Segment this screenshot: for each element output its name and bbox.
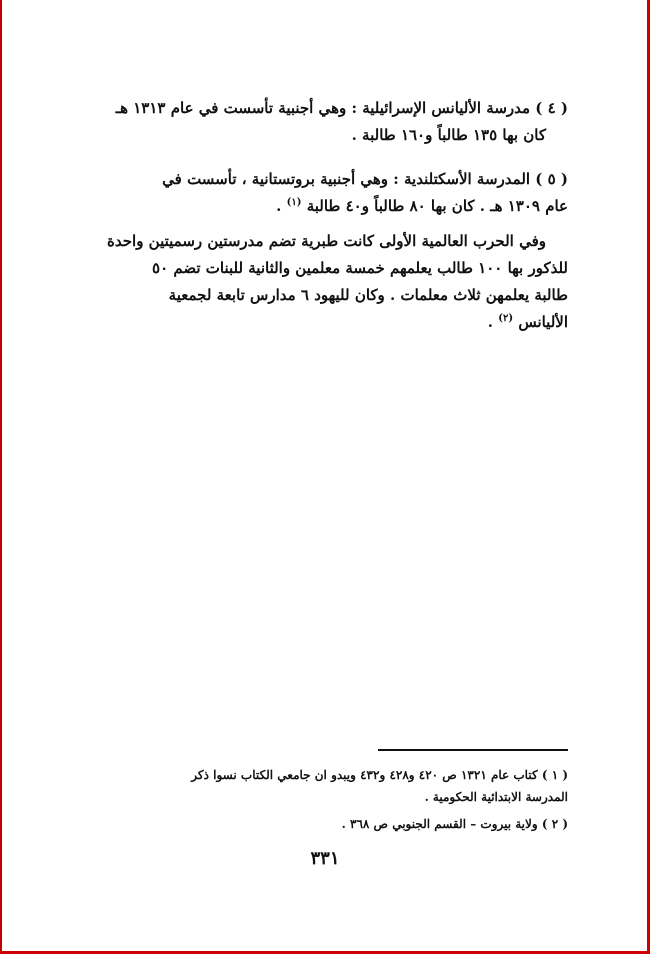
page-number: ٣٣١ bbox=[310, 848, 340, 869]
footnote-line: المدرسة الابتدائية الحكومية . bbox=[424, 790, 568, 804]
paragraph-alliance-school bbox=[96, 95, 568, 149]
paragraph-scottish-school bbox=[96, 166, 568, 220]
paragraph-ww1-schools bbox=[96, 228, 568, 336]
text-line-end: . bbox=[276, 197, 287, 215]
text-line-body: عام ١٣٠٩ هـ . كان بها ٨٠ طالباً و٤٠ طالبة bbox=[306, 197, 568, 215]
footnote-separator bbox=[378, 749, 568, 751]
text-line: للذكور بها ١٠٠ طالب يعلمهم خمسة معلمين والثانية للبنات تضم ٥٠ bbox=[152, 259, 568, 277]
text-line bbox=[96, 309, 568, 336]
footnote-line: ( ١ ) كتاب عام ١٣٢١ ص ٤٢٠ و٤٢٨ و٤٣٢ ويبدو ان جامعي الكتاب نسوا ذكر bbox=[191, 768, 568, 782]
footnote-ref-2[interactable]: (٢) bbox=[498, 313, 514, 324]
footnote-ref-1[interactable]: (١) bbox=[286, 197, 302, 208]
text-line: وفي الحرب العالمية الأولى كانت طبرية تضم مدرستين رسميتين واحدة bbox=[107, 232, 546, 250]
text-line: طالبة يعلمهن ثلاث معلمات . وكان لليهود ٦ مدارس تابعة لجمعية bbox=[168, 286, 568, 304]
footnote-1 bbox=[90, 764, 568, 808]
footnote-line: ( ٢ ) ولاية بيروت – القسم الجنوبي ص ٣٦٨ . bbox=[341, 817, 568, 831]
text-line-body: الأليانس bbox=[518, 313, 568, 331]
text-line: كان بها ١٣٥ طالباً و١٦٠ طالبة . bbox=[351, 126, 546, 144]
page-frame-left bbox=[0, 0, 2, 954]
text-line: ( ٥ ) المدرسة الأسكتلندية : وهي أجنبية بروتستانية ، تأسست في bbox=[162, 170, 568, 188]
footnote-2 bbox=[90, 813, 568, 835]
text-line: ( ٤ ) مدرسة الأليانس الإسرائيلية : وهي أجنبية تأسست في عام ١٣١٣ هـ bbox=[115, 99, 568, 117]
text-line-end: . bbox=[487, 313, 499, 331]
text-line bbox=[96, 193, 568, 220]
